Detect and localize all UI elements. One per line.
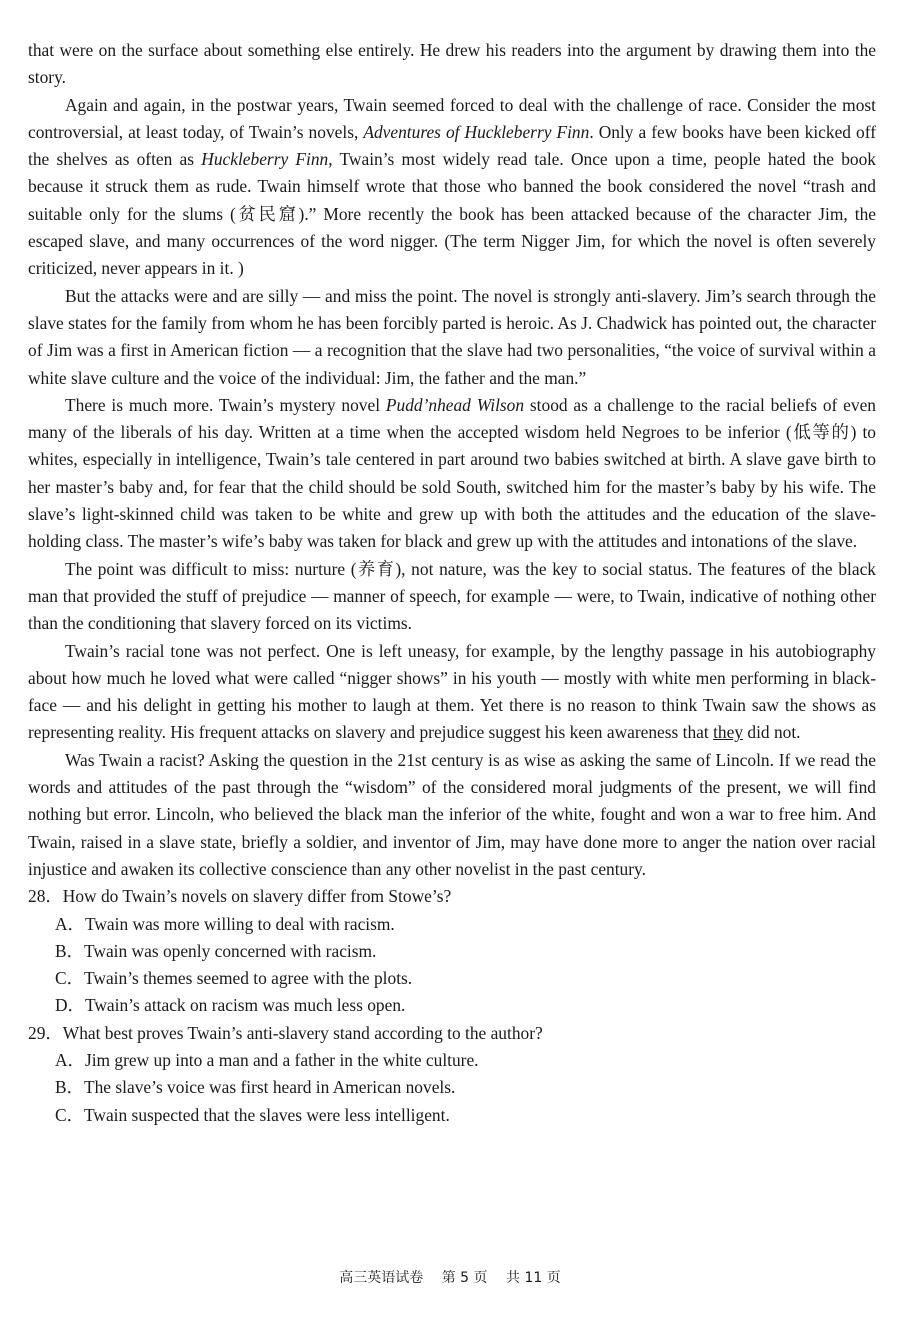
passage-paragraph <box>28 92 876 283</box>
question-29 <box>28 1020 876 1129</box>
question-stem: 29．What best proves Twain’s anti-slavery stand according to the author? <box>28 1022 543 1043</box>
answer-option: D．Twain’s attack on racism was much less open. <box>55 995 406 1016</box>
underlined-word: they <box>713 722 744 743</box>
passage-paragraph: The point was difficult to miss: nurture (养育), not nature, was the key to social status. The features of the black man that provided the stuff of prejudice — manner of speech, for example — were, to Twain, indicative of nothing other than the conditioning that slavery forced on its victims. <box>28 558 876 634</box>
passage-paragraph <box>28 392 876 556</box>
answer-option: C．Twain suspected that the slaves were less intelligent. <box>55 1104 450 1125</box>
passage-paragraph: But the attacks were and are silly — and miss the point. The novel is strongly anti-slavery. Jim’s search through the slave states for the family from whom he has been forcibly parted is heroic. As J. Chadwick has pointed out, the character of Jim was a first in American fiction — a recognition that the slave had two personalities, “the voice of survival within a white slave culture and the voice of the individual: Jim, the father and the man.” <box>28 285 876 388</box>
paragraph-text: stood as a challenge to the racial beliefs of even many of the liberals of his day. Written at a time when the accepted wisdom held Negroes to be inferior (低等的) to whites, especially in intelligence, Twain’s tale centered in part around two babies switched at birth. A slave gave birth to her master’s baby and, for fear that the child should be sold South, switched him for the master’s baby by his wife. The slave’s light-skinned child was taken to be white and grew up with both the attitudes and the education of the slave-holding class. The master’s wife’s baby was taken for black and grew up with the attitudes and intonations of the slave. <box>28 394 876 552</box>
question-stem: 28．How do Twain’s novels on slavery differ from Stowe’s? <box>28 886 452 907</box>
answer-option: B．The slave’s voice was first heard in American novels. <box>55 1077 456 1098</box>
passage-paragraph: that were on the surface about something else entirely. He drew his readers into the argument by drawing them into the story. <box>28 40 876 88</box>
paragraph-text: Again and again, in the postwar years, Twain seemed forced to deal with the challenge of race. Consider the most controversial, at least today, of Twain’s novels, <box>28 94 876 142</box>
paragraph-text: , Twain’s most widely read tale. Once upon a time, people hated the book because it struck them as rude. Twain himself wrote that those who banned the book considered the novel “trash and suitable only for the slums (贫民窟).” More recently the book has been attacked because of the character Jim, the escaped slave, and many occurrences of the word nigger. (The term Nigger Jim, for which the novel is often severely criticized, never appears in it. ) <box>28 149 876 279</box>
answer-option: C．Twain’s themes seemed to agree with the plots. <box>55 968 413 989</box>
paragraph-text: There is much more. Twain’s mystery novel <box>65 394 386 415</box>
book-title: Huckleberry Finn <box>201 149 329 170</box>
exam-page <box>28 37 876 1129</box>
paragraph-text: did not. <box>743 722 801 743</box>
question-28 <box>28 883 876 1019</box>
answer-option: B．Twain was openly concerned with racism. <box>55 940 377 961</box>
passage-paragraph: Was Twain a racist? Asking the question in the 21st century is as wise as asking the same of Lincoln. If we read the words and attitudes of the past through the “wisdom” of the considered moral judgments of the present, we will find nothing but error. Lincoln, who believed the black man the inferior of the white, fought and won a war to free him. And Twain, raised in a slave state, briefly a soldier, and inventor of Jim, may have done more to anger the nation over racial injustice and awaken its collective conscience than any other novelist in the past century. <box>28 749 876 879</box>
answer-option: A．Twain was more willing to deal with racism. <box>55 913 395 934</box>
book-title: Adventures of Huckleberry Finn <box>363 121 590 142</box>
book-title: Pudd’nhead Wilson <box>385 394 525 415</box>
paragraph-text: . Only a few books have been kicked off the shelves as often as <box>28 121 876 170</box>
page-footer: 高三英语试卷 第 5 页 共 11 页 <box>339 1270 561 1286</box>
paragraph-text: Twain’s racial tone was not perfect. One is left uneasy, for example, by the lengthy passage in his autobiography about how much he loved what were called “nigger shows” in his youth — mostly with white men performing in black-face — and his delight in getting his mother to laugh at them. Yet there is no reason to think Twain saw the shows as representing reality. His frequent attacks on slavery and prejudice suggest his keen awareness that <box>28 640 876 743</box>
answer-option: A．Jim grew up into a man and a father in the white culture. <box>55 1049 479 1070</box>
passage-paragraph <box>28 638 876 747</box>
